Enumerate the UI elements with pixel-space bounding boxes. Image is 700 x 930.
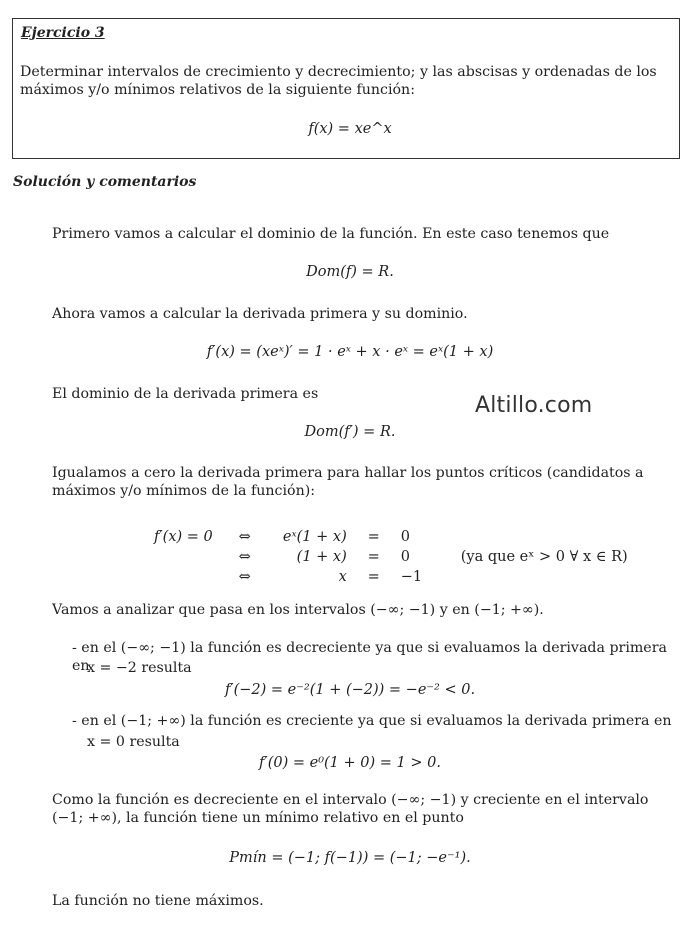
system-equals: = xyxy=(367,568,380,585)
solution-heading: Solución y comentarios xyxy=(13,174,197,190)
system-equals: = xyxy=(367,528,380,545)
system-row xyxy=(148,567,634,587)
system-arrow: ⇔ xyxy=(238,568,251,585)
equation-bullet-1: f′(−2) = e⁻²(1 + (−2)) = −e⁻² < 0. xyxy=(224,682,476,698)
system-note: (ya que eˣ > 0 ∀ x ∈ R) xyxy=(460,548,628,565)
exercise-title: Ejercicio 3 xyxy=(21,25,105,41)
equation-domain-derivative: Dom(f′) = R. xyxy=(304,424,396,440)
system-mid: (1 + x) xyxy=(296,548,347,565)
watermark: Altillo.com xyxy=(475,393,593,418)
bullet-2-line-2: x = 0 resulta xyxy=(87,734,180,750)
paragraph-6: Como la función es decreciente en el intervalo (−∞; −1) y creciente en el intervalo (−1; +∞), la función tiene un mínimo relativo en el punto xyxy=(52,792,649,826)
system-lhs: f′(x) = 0 xyxy=(154,528,213,545)
system-row xyxy=(148,527,634,547)
equation-bullet-2: f′(0) = e⁰(1 + 0) = 1 > 0. xyxy=(259,755,441,771)
paragraph-1: Primero vamos a calcular el dominio de la función. En este caso tenemos que xyxy=(52,226,610,242)
system-arrow: ⇔ xyxy=(238,528,251,545)
system-mid: x xyxy=(338,568,347,585)
bullet-2-line-1: - en el (−1; +∞) la función es creciente ya que si evaluamos la derivada primera en xyxy=(72,713,672,729)
system-rhs: 0 xyxy=(400,528,410,545)
bullet-1-line-1: - en el (−∞; −1) la función es decreciente ya que si evaluamos la derivada primera en xyxy=(72,640,667,674)
system-rhs: −1 xyxy=(400,568,423,585)
system-equals: = xyxy=(367,548,380,565)
critical-points-system xyxy=(148,527,634,587)
paragraph-4: Igualamos a cero la derivada primera para hallar los puntos críticos (candidatos a máximos y/o mínimos de la función): xyxy=(52,465,644,499)
equation-domain: Dom(f) = R. xyxy=(306,264,394,280)
bullet-1-line-2: x = −2 resulta xyxy=(87,660,192,676)
function-equation: f(x) = xe^x xyxy=(308,121,392,137)
system-arrow: ⇔ xyxy=(238,548,251,565)
equation-derivative: f′(x) = (xeˣ)′ = 1 · eˣ + x · eˣ = eˣ(1 + x) xyxy=(206,344,494,360)
paragraph-2: Ahora vamos a calcular la derivada primera y su dominio. xyxy=(52,306,468,322)
paragraph-5: Vamos a analizar que pasa en los intervalos (−∞; −1) y en (−1; +∞). xyxy=(52,602,544,618)
equation-minimum: Pmín = (−1; f(−1)) = (−1; −e⁻¹). xyxy=(229,850,471,866)
paragraph-7: La función no tiene máximos. xyxy=(52,893,264,909)
system-rhs: 0 xyxy=(400,548,410,565)
exercise-statement: Determinar intervalos de crecimiento y decrecimiento; y las abscisas y ordenadas de los máximos y/o mínimos relativos de la siguiente función: xyxy=(20,64,657,98)
paragraph-3: El dominio de la derivada primera es xyxy=(52,386,319,402)
system-mid: eˣ(1 + x) xyxy=(282,528,347,545)
system-row xyxy=(148,547,634,567)
